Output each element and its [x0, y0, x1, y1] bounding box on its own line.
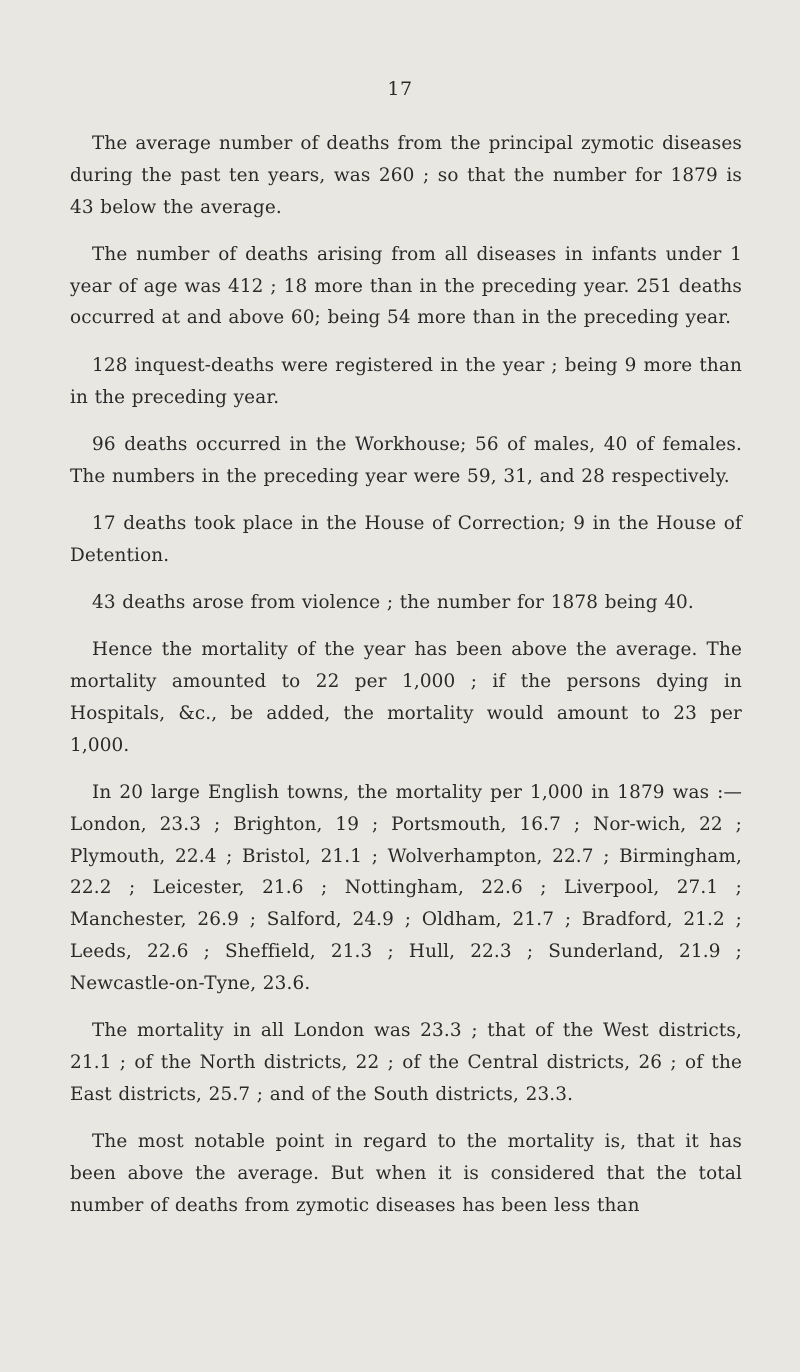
- paragraph-workhouse-deaths: 96 deaths occurred in the Workhouse; 56 of males, 40 of females. The numbers in the preceding year were 59, 31, and 28 respectively.: [70, 433, 742, 487]
- body-text: [70, 128, 742, 1221]
- paragraph-violence-deaths: 43 deaths arose from violence ; the number for 1878 being 40.: [92, 592, 694, 614]
- paragraph-inquest-deaths: 128 inquest-deaths were registered in the year ; being 9 more than in the preceding year.: [70, 354, 742, 408]
- paragraph-london-districts: The mortality in all London was 23.3 ; that of the West districts, 21.1 ; of the North districts, 22 ; of the Central districts, 26 ; of the East districts, 25.7 ; and of the South districts, 23.3.: [70, 1020, 742, 1105]
- paragraph-zymotic-average: The average number of deaths from the principal zymotic diseases during the past ten years, was 260 ; so that the number for 1879 is 43 below the average.: [70, 133, 742, 218]
- page-number: 17: [387, 78, 413, 100]
- paragraph-mortality-rate: Hence the mortality of the year has been above the average. The mortality amounted to 22 per 1,000 ; if the persons dying in Hospitals, &c., be added, the mortality would amount to 23 per 1,000.: [70, 639, 742, 756]
- paragraph-notable-point: The most notable point in regard to the mortality is, that it has been above the average. But when it is considered that the total number of deaths from zymotic diseases has been less than: [70, 1131, 742, 1216]
- paragraph-english-towns: In 20 large English towns, the mortality per 1,000 in 1879 was :—London, 23.3 ; Brighton, 19 ; Portsmouth, 16.7 ; Nor-wich, 22 ; Plymouth, 22.4 ; Bristol, 21.1 ; Wolverhampton, 22.7 ; Birmingham, 22.2 ; Leicester, 21.6 ; Nottingham, 22.6 ; Liverpool, 27.1 ; Manchester, 26.9 ; Salford, 24.9 ; Oldham, 21.7 ; Bradford, 21.2 ; Leeds, 22.6 ; Sheffield, 21.3 ; Hull, 22.3 ; Sunderland, 21.9 ; Newcastle-on-Tyne, 23.6.: [70, 782, 742, 994]
- paragraph-house-of-correction: 17 deaths took place in the House of Correction; 9 in the House of Detention.: [70, 512, 742, 566]
- paragraph-infant-deaths: The number of deaths arising from all diseases in infants under 1 year of age was 412 ; 18 more than in the preceding year. 251 deaths occurred at and above 60; being 54 more than in the preceding year.: [70, 243, 742, 329]
